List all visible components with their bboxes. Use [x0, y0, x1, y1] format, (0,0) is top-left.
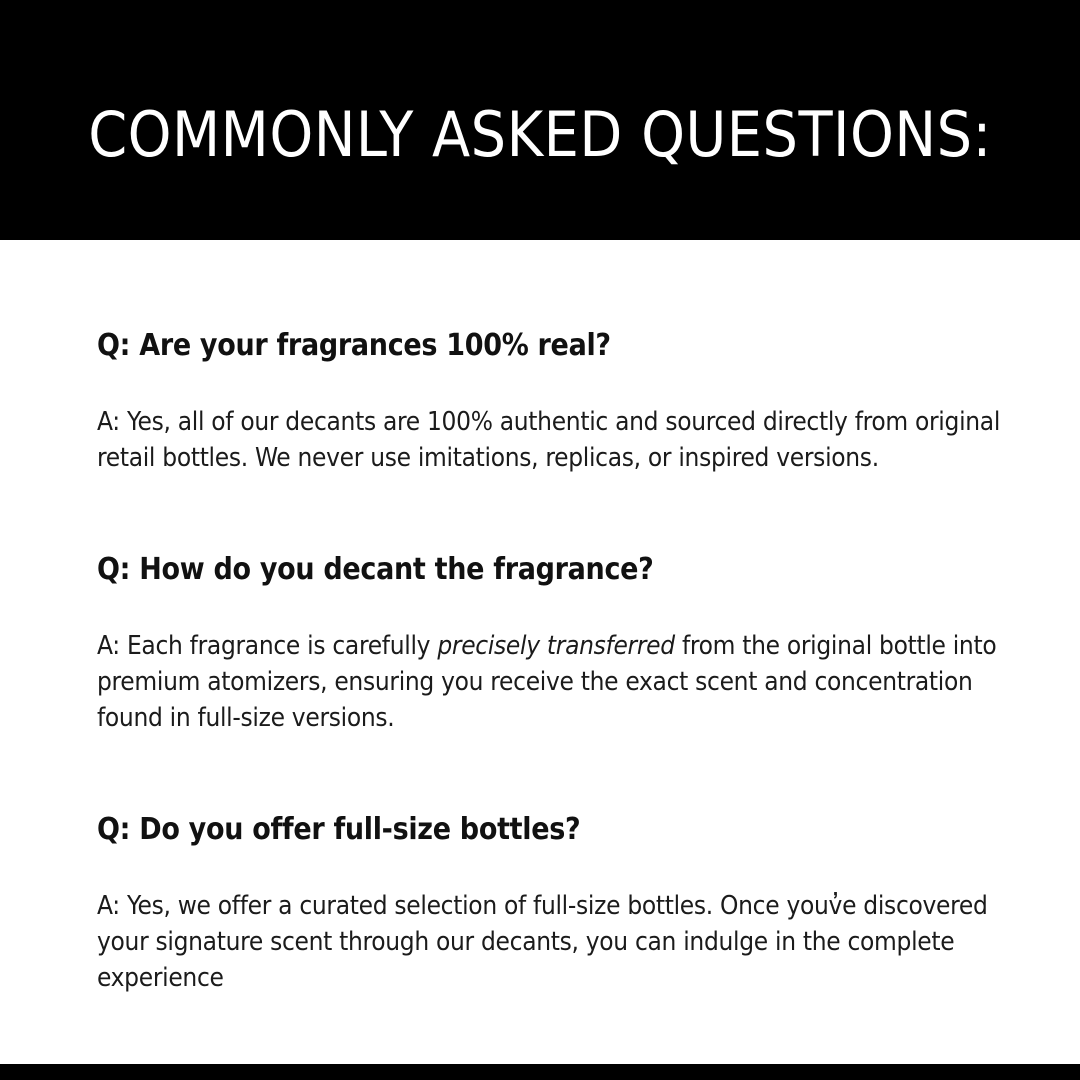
faq-question: Q: Do you offer full-size bottles?	[97, 812, 581, 847]
faq-answer	[97, 888, 1020, 996]
answer-line	[97, 664, 1020, 700]
answer-text-segment: A: Each fragrance is carefully	[97, 631, 438, 661]
answer-text-segment: A: Yes, we offer a curated selection of full-size bottles. Once youv̓e discovered	[97, 891, 988, 921]
page-title: COMMONLY ASKED QUESTIONS:	[88, 97, 992, 171]
faq-item	[97, 810, 1020, 996]
faq-question: Q: How do you decant the fragrance?	[97, 552, 654, 587]
faq-content	[0, 240, 1080, 996]
answer-italic-segment: precisely transferred	[437, 631, 675, 661]
answer-text-segment: found in full-size versions.	[97, 703, 395, 733]
answer-line	[97, 888, 1020, 924]
faq-answer	[97, 404, 1020, 476]
answer-line	[97, 700, 1020, 736]
faq-answer	[97, 628, 1020, 736]
answer-text-segment: A: Yes, all of our decants are 100% authentic and sourced directly from original	[97, 407, 1001, 437]
answer-text-segment: experience	[97, 963, 224, 993]
answer-line	[97, 924, 1020, 960]
header-banner	[0, 0, 1080, 240]
answer-text-segment: from the original bottle into	[674, 631, 997, 661]
answer-text-segment: premium atomizers, ensuring you receive the exact scent and concentration	[97, 667, 973, 697]
answer-line	[97, 960, 1020, 996]
answer-line	[97, 628, 1020, 664]
faq-item	[97, 550, 1020, 736]
answer-text-segment: your signature scent through our decants, you can indulge in the complete	[97, 927, 955, 957]
answer-line	[97, 404, 1020, 440]
answer-text-segment: retail bottles. We never use imitations, replicas, or inspired versions.	[97, 443, 879, 473]
faq-question: Q: Are your fragrances 100% real?	[97, 328, 611, 363]
faq-item	[97, 326, 1020, 476]
answer-line	[97, 440, 1020, 476]
footer-bar	[0, 1064, 1080, 1080]
